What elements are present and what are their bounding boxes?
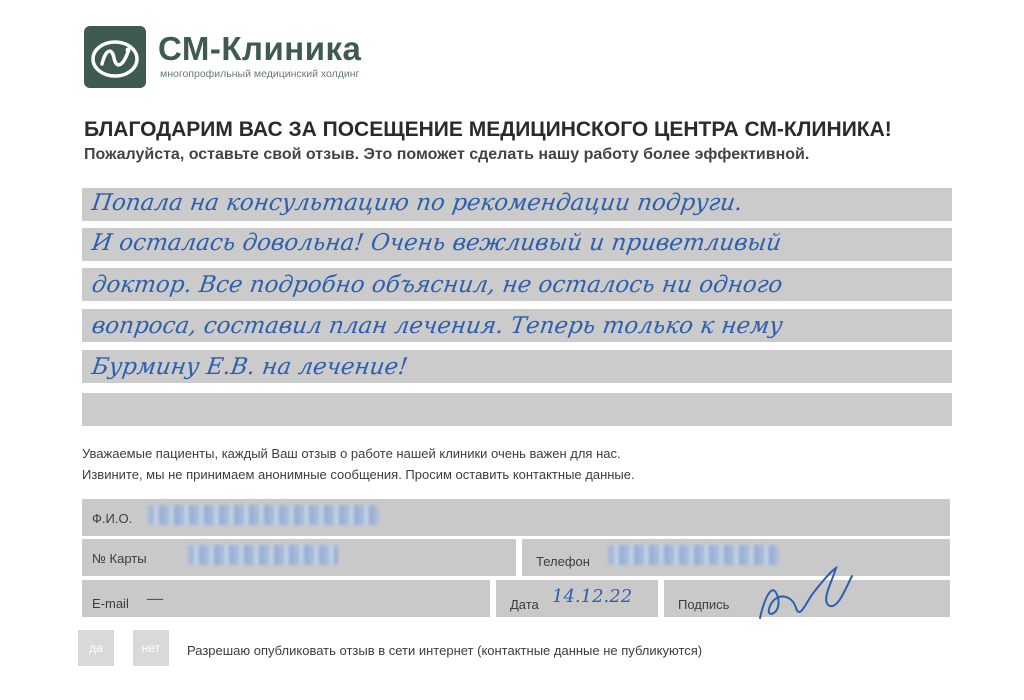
email-value: — — [146, 588, 164, 609]
email-label: E-mail — [92, 596, 129, 611]
consent-no-button[interactable]: нет — [133, 630, 169, 666]
consent-yes-button[interactable]: да — [78, 630, 114, 666]
date-value: 14.12.22 — [552, 586, 633, 607]
notice-text: Извините, мы не принимаем анонимные сообщения. Просим оставить контактные данные. — [82, 467, 635, 482]
logo-snake-icon — [84, 26, 146, 88]
consent-text: Разрешаю опубликовать отзыв в сети интернет (контактные данные не публикуются) — [187, 643, 703, 658]
review-line[interactable] — [82, 393, 952, 426]
email-field[interactable] — [82, 580, 490, 617]
card-label: № Карты — [92, 551, 147, 566]
phone-label: Телефон — [536, 554, 590, 569]
brand-subtitle: многопрофильный медицинский холдинг — [160, 68, 360, 80]
fio-redacted-value — [148, 505, 378, 525]
handwritten-signature — [740, 562, 860, 628]
review-text-line: вопроса, составил план лечения. Теперь только к нему — [90, 313, 785, 339]
review-text-line: Бурмину Е.В. на лечение! — [90, 354, 410, 380]
review-text-line: доктор. Все подробно объяснил, не осталось ни одного — [90, 272, 785, 298]
form-title: БЛАГОДАРИМ ВАС ЗА ПОСЕЩЕНИЕ МЕДИЦИНСКОГО ЦЕНТРА СМ-КЛИНИКА! — [84, 118, 892, 141]
form-subtitle: Пожалуйста, оставьте свой отзыв. Это поможет сделать нашу работу более эффективной. — [84, 146, 810, 163]
review-text-line: И осталась довольна! Очень вежливый и приветливый — [90, 230, 784, 256]
brand-name: СМ-Клиника — [158, 30, 362, 67]
notice-text: Уважаемые пациенты, каждый Ваш отзыв о работе нашей клиники очень важен для нас. — [82, 446, 621, 461]
date-label: Дата — [510, 597, 539, 612]
clinic-logo — [84, 26, 146, 88]
review-text-line: Попала на консультацию по рекомендации подруги. — [90, 190, 745, 216]
fio-label: Ф.И.О. — [92, 511, 133, 526]
card-redacted-value — [188, 545, 338, 565]
signature-label: Подпись — [678, 597, 730, 612]
